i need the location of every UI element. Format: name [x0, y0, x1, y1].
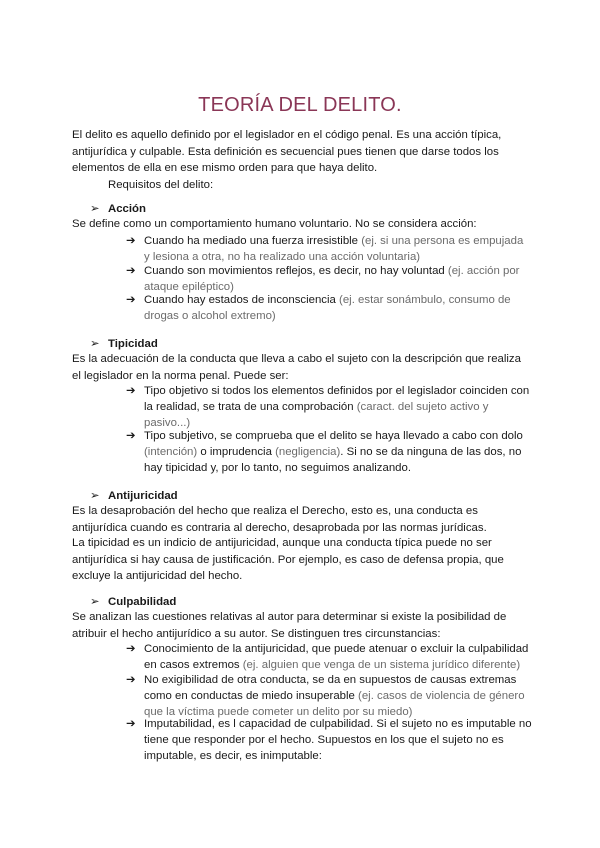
- heading-marker-icon: ➢: [90, 596, 100, 608]
- item-text: Cuando ha mediado una fuerza irresistible: [144, 235, 362, 247]
- item-note: (negligencia): [275, 446, 341, 459]
- section-heading-accion: [90, 201, 146, 217]
- item-note: (intención): [144, 446, 198, 459]
- accion-definition: Se define como un comportamiento humano voluntario. No se considera acción:: [72, 218, 477, 230]
- item-note: (ej. acción por ataque epiléptico): [144, 265, 520, 294]
- page-title: TEORÍA DEL DELITO.: [198, 94, 402, 116]
- section-heading-antijuricidad: [90, 488, 178, 504]
- item-text: Tipo objetivo si todos los elementos definidos por el legislador coinciden con la realidad, se trata de una comprobación: [144, 385, 530, 414]
- item-text: . Si no se da ninguna de las dos, no hay tipicidad y, por lo tanto, no seguimos analizando.: [144, 446, 522, 475]
- arrow-bullet-icon: ➔: [126, 385, 136, 397]
- arrow-bullet-icon: ➔: [126, 674, 136, 686]
- item-text: o imprudencia: [197, 446, 276, 459]
- item-text: No exigibilidad de otra conducta, se da en supuestos de causas extremas como en conductas de miedo insuperable: [144, 674, 517, 703]
- arrow-bullet-icon: ➔: [126, 430, 136, 442]
- heading-marker-icon: ➢: [90, 490, 100, 502]
- arrow-bullet-icon: ➔: [126, 294, 136, 306]
- section-heading-tipicidad: [90, 336, 158, 352]
- item-text: Tipo subjetivo, se comprueba que el delito se haya llevado a cabo con dolo: [144, 430, 523, 442]
- heading-text: Culpabilidad: [108, 596, 177, 608]
- requisitos-label: Requisitos del delito:: [108, 179, 214, 191]
- tipicidad-definition: Es la adecuación de la conducta que lleva a cabo el sujeto con la descripción que realiza el legislador en la norma penal. Puede ser:: [72, 353, 521, 382]
- item-text: Cuando hay estados de inconsciencia: [144, 294, 340, 306]
- item-text: Conocimiento de la antijuricidad, que puede atenuar o excluir la culpabilidad en casos extremos: [144, 643, 529, 672]
- arrow-bullet-icon: ➔: [126, 718, 136, 730]
- intro-paragraph: El delito es aquello definido por el legislador en el código penal. Es una acción típica, antijurídica y culpable. Esta definición es secuencial pues tienen que darse todos los elementos de ella en ese mismo orden para que haya delito.: [72, 129, 502, 175]
- item-note: (ej. casos de violencia de género que la víctima puede cometer un delito por su miedo): [144, 690, 525, 719]
- item-note: (caract. del sujeto activo y pasivo...): [144, 401, 489, 430]
- heading-marker-icon: ➢: [90, 203, 100, 215]
- item-note: (ej. si una persona es empujada y lesiona a otra, no ha realizado una acción voluntaria): [144, 235, 524, 264]
- item-text: Imputabilidad, es l capacidad de culpabilidad. Si el sujeto no es imputable no tiene que responder por el hecho. Supuestos en los que el sujeto no es imputable, es decir, es inimputable:: [144, 718, 532, 763]
- heading-text: Antijuricidad: [108, 490, 178, 502]
- culpabilidad-definition: Se analizan las cuestiones relativas al autor para determinar si existe la posibilidad de atribuir el hecho antijurídico a su autor. Se distinguen tres circunstancias:: [72, 611, 507, 640]
- heading-text: Tipicidad: [108, 338, 158, 350]
- arrow-bullet-icon: ➔: [126, 235, 136, 247]
- arrow-bullet-icon: ➔: [126, 265, 136, 277]
- antijuricidad-paragraph-2: La tipicidad es un indicio de antijuricidad, aunque una conducta típica puede no ser antijurídica si hay causa de justificación. Por ejemplo, es caso de defensa propia, que excluye la antijuricidad del hecho.: [72, 537, 504, 583]
- arrow-bullet-icon: ➔: [126, 643, 136, 655]
- heading-text: Acción: [108, 203, 146, 215]
- section-heading-culpabilidad: [90, 594, 176, 610]
- heading-marker-icon: ➢: [90, 338, 100, 350]
- item-note: (ej. estar sonámbulo, consumo de drogas o alcohol extremo): [144, 294, 511, 323]
- item-note: (ej. alguien que venga de un sistema jurídico diferente): [242, 659, 521, 672]
- item-text: Cuando son movimientos reflejos, es decir, no hay voluntad: [144, 265, 448, 277]
- antijuricidad-paragraph-1: Es la desaprobación del hecho que realiza el Derecho, esto es, una conducta es antijurídica cuando es contraria al derecho, desaprobada por las normas jurídicas.: [72, 505, 487, 534]
